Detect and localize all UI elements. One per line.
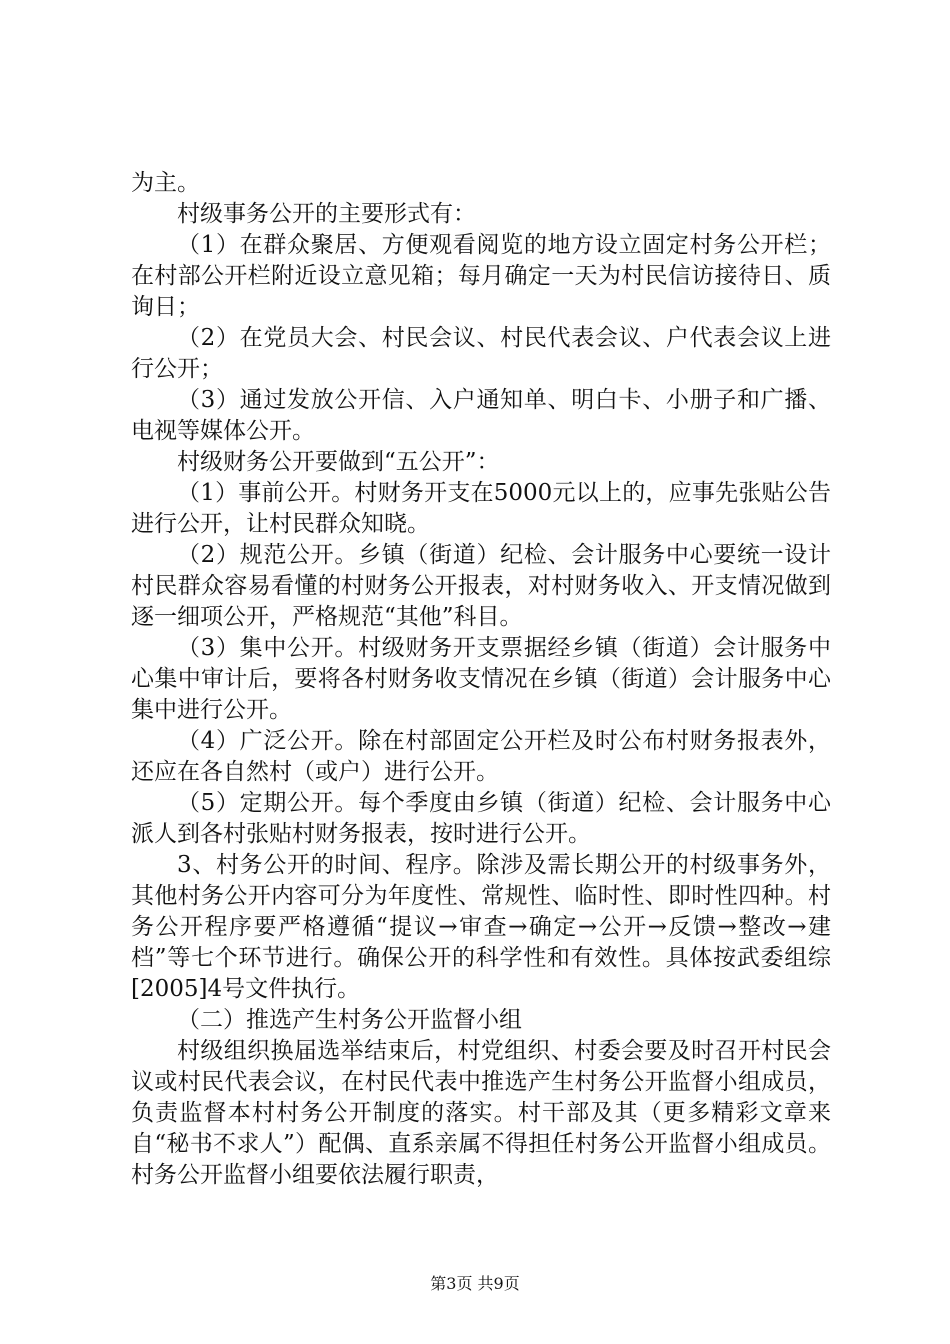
paragraph: （3）通过发放公开信、入户通知单、明白卡、小册子和广播、电视等媒体公开。 <box>131 387 831 444</box>
paragraph: （2）在党员大会、村民会议、村民代表会议、户代表会议上进行公开； <box>131 325 831 382</box>
paragraph: （3）集中公开。村级财务开支票据经乡镇（街道）会计服务中心集中审计后，要将各村财务收支情况在乡镇（街道）会计服务中心集中进行公开。 <box>131 635 831 723</box>
page-footer: 第3页 共9页 <box>430 1274 520 1293</box>
paragraph: （2）规范公开。乡镇（街道）纪检、会计服务中心要统一设计村民群众容易看懂的村财务公开报表，对村财务收入、开支情况做到逐一细项公开，严格规范“其他”科目。 <box>131 542 831 630</box>
paragraph: 3、村务公开的时间、程序。除涉及需长期公开的村级事务外，其他村务公开内容可分为年度性、常规性、临时性、即时性四种。村务公开程序要严格遵循“提议→审查→确定→公开→反馈→整改→建档”等七个环节进行。确保公开的科学性和有效性。具体按武委组综[2005]4号文件执行。 <box>131 852 831 1002</box>
paragraph: （4）广泛公开。除在村部固定公开栏及时公布村财务报表外，还应在各自然村（或户）进行公开。 <box>131 728 831 785</box>
paragraph: 村级组织换届选举结束后，村党组织、村委会要及时召开村民会议或村民代表会议，在村民代表中推选产生村务公开监督小组成员，负责监督本村村务公开制度的落实。村干部及其（更多精彩文章来自“秘书不求人”）配偶、直系亲属不得担任村务公开监督小组成员。村务公开监督小组要依法履行职责， <box>131 1038 831 1188</box>
document-body <box>131 168 831 1191</box>
paragraph: 村级事务公开的主要形式有： <box>177 201 476 227</box>
paragraph: 为主。 <box>131 170 200 196</box>
section-heading: （二）推选产生村务公开监督小组 <box>177 1007 522 1033</box>
paragraph: 村级财务公开要做到“五公开”： <box>177 449 500 475</box>
paragraph: （1）事前公开。村财务开支在5000元以上的，应事先张贴公告进行公开，让村民群众知晓。 <box>131 480 831 537</box>
paragraph: （5）定期公开。每个季度由乡镇（街道）纪检、会计服务中心派人到各村张贴村财务报表，按时进行公开。 <box>131 790 831 847</box>
paragraph: （1）在群众聚居、方便观看阅览的地方设立固定村务公开栏；在村部公开栏附近设立意见箱；每月确定一天为村民信访接待日、质询日； <box>131 232 831 320</box>
